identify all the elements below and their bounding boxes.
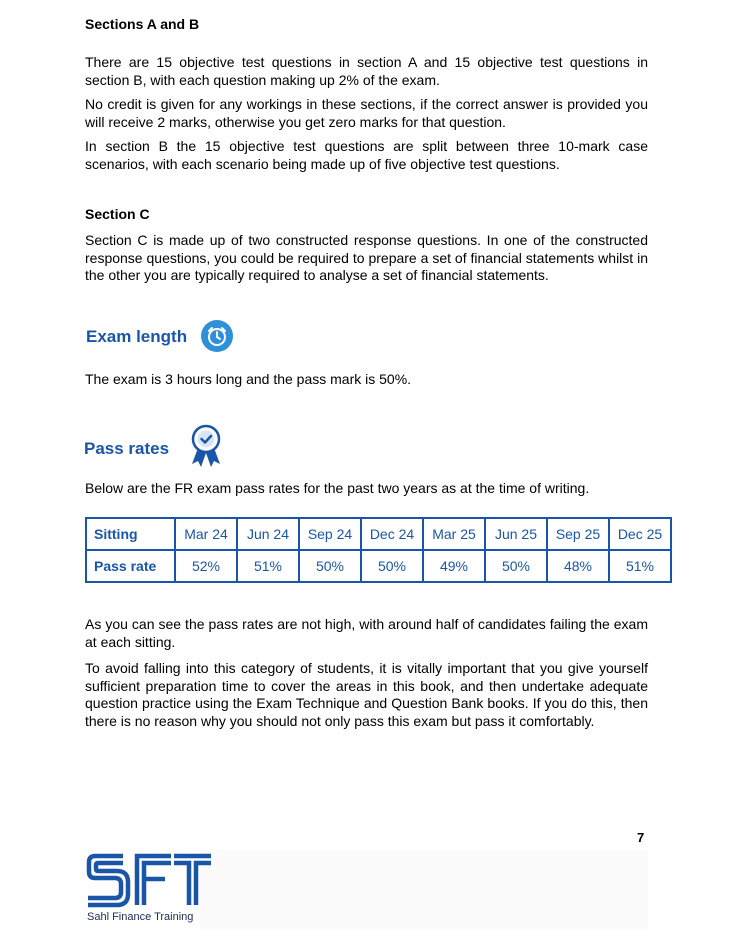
page-number: 7: [637, 830, 645, 845]
table-row-pass-rate: [86, 550, 671, 582]
table-cell: 51%: [609, 550, 671, 582]
sections-ab-paragraph-3: In section B the 15 objective test questions are split between three 10-mark case scenarios, with each scenario being made up of five objective test questions.: [85, 138, 648, 172]
table-cell: 49%: [423, 550, 485, 582]
table-cell: 51%: [237, 550, 299, 582]
table-cell: Dec 24: [361, 518, 423, 550]
table-cell: Mar 24: [175, 518, 237, 550]
alarm-clock-icon: [201, 320, 233, 357]
sections-ab-heading: Sections A and B: [85, 16, 200, 32]
table-cell: 50%: [361, 550, 423, 582]
section-c-heading: Section C: [85, 206, 150, 222]
pass-rates-paragraph-1: As you can see the pass rates are not high, with around half of candidates failing the exam at each sitting.: [85, 616, 648, 650]
award-ribbon-icon: [187, 424, 225, 473]
sections-ab-paragraph-2: No credit is given for any workings in these sections, if the correct answer is provided you will receive 2 marks, otherwise you get zero marks for that question.: [85, 96, 648, 130]
row-header-pass-rate: Pass rate: [86, 550, 175, 582]
pass-rates-intro: Below are the FR exam pass rates for the past two years as at the time of writing.: [85, 480, 590, 496]
table-cell: 52%: [175, 550, 237, 582]
pass-rates-heading: Pass rates: [84, 439, 170, 458]
table-cell: Dec 25: [609, 518, 671, 550]
row-header-sitting: Sitting: [86, 518, 175, 550]
table-cell: Mar 25: [423, 518, 485, 550]
company-name: Sahl Finance Training: [87, 911, 194, 923]
table-cell: 50%: [299, 550, 361, 582]
table-cell: Sep 25: [547, 518, 609, 550]
sections-ab-paragraph-1: There are 15 objective test questions in section A and 15 objective test questions in section B, with each question making up 2% of the exam.: [85, 54, 648, 88]
table-row-sittings: [86, 518, 671, 550]
table-cell: 50%: [485, 550, 547, 582]
pass-rates-table: [85, 517, 672, 583]
pass-rates-paragraph-2: To avoid falling into this category of students, it is vitally important that you give yourself sufficient preparation time to cover the areas in this book, and then undertake adequate question practice using the Exam Technique and Question Bank books. If you do this, then there is no reason why you should not only pass this exam but pass it comfortably.: [85, 660, 648, 729]
table-cell: 48%: [547, 550, 609, 582]
section-c-paragraph: Section C is made up of two constructed response questions. In one of the constructed response questions, you could be required to prepare a set of financial statements whilst in the other you are typically required to analyse a set of financial statements.: [85, 232, 648, 283]
table-cell: Sep 24: [299, 518, 361, 550]
table-cell: Jun 24: [237, 518, 299, 550]
exam-length-heading: Exam length: [86, 327, 188, 346]
exam-length-text: The exam is 3 hours long and the pass mark is 50%.: [85, 371, 412, 387]
footer-background: [200, 850, 648, 930]
sft-logo: [85, 852, 213, 913]
table-cell: Jun 25: [485, 518, 547, 550]
